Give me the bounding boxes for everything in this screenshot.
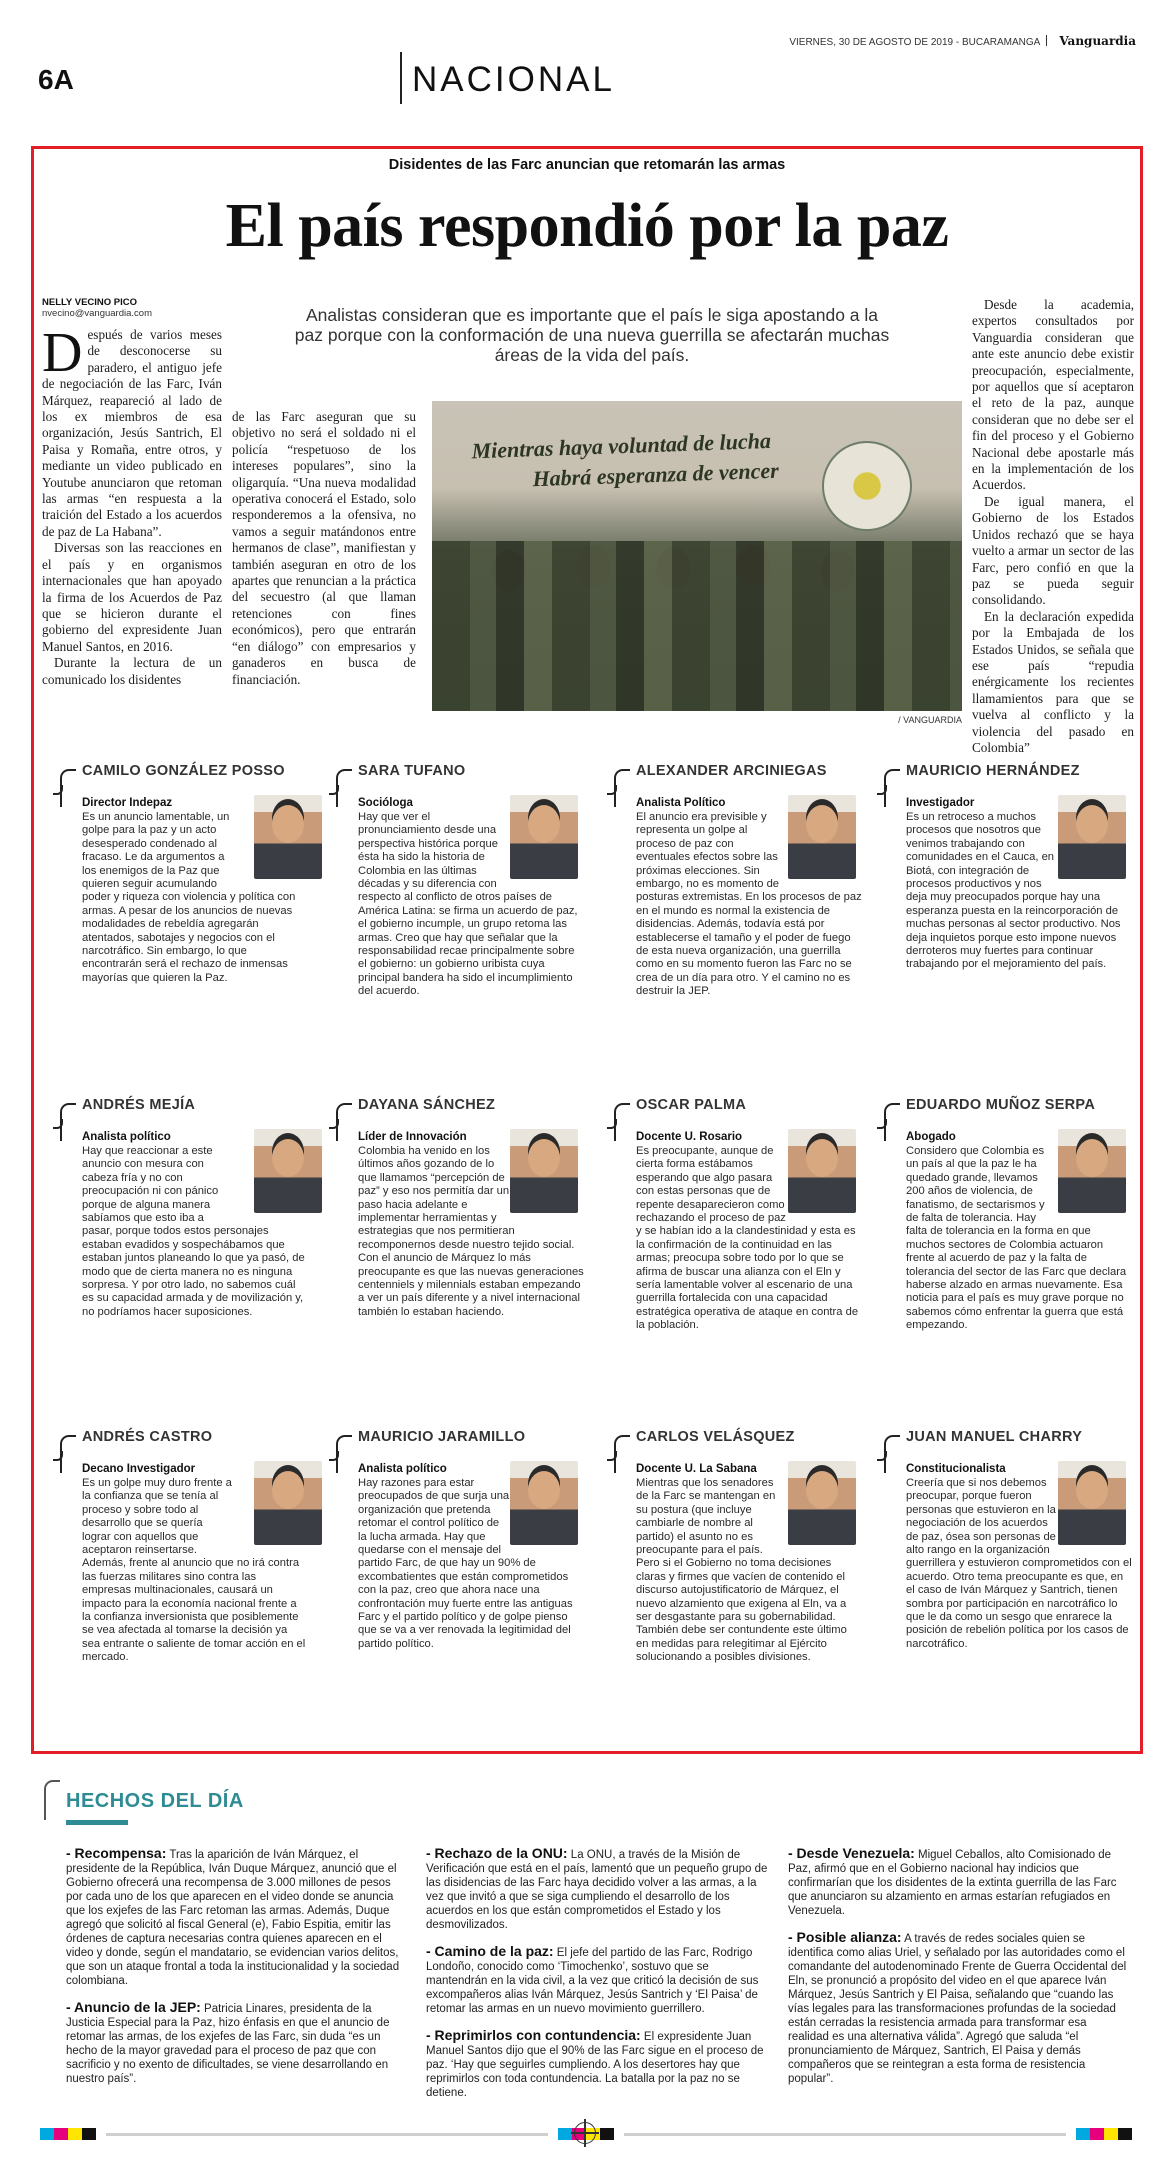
opinion-role: Docente U. La Sabana	[636, 1463, 757, 1475]
photo-spacer	[1058, 1145, 1132, 1219]
photo-spacer	[234, 811, 308, 885]
photo-spacer	[1058, 811, 1132, 885]
article-deck: Analistas consideran que es importante que el país le siga apostando a la paz porque con la conformación de una nueva guerrilla se afectarán muchas áreas de la vida del país.	[294, 305, 890, 365]
opinion-text: Colombia ha venido en los últimos años gozando de lo que llamamos “percepción de paz” y eso nos permitía dar un paso hacia adelante e implementar herramientas y estrategias que nos permitieran recomponernos desde nuestro tejido social. Con el anuncio de Márquez lo más preocupante es que las nuevas generaciones centenniels y milennials estaban empezando a ver un país diferente y a nivel internacional también lo estaban haciendo.	[358, 1145, 584, 1318]
opinion-text: Hay que reaccionar a este anuncio con mesura con cabeza fría y no con preocupación ni con pánico porque de alguna manera sabíamos que esto iba a pasar, porque todos estos personajes estaban evadidos y sospechábamos que estaban juntos planeando lo que ya pasó, de modo que de cierta manera no es ninguna sorpresa. Y por otro lado, no sabemos cuál es su capacidad armada y de movilización y, no podríamos hacer suposiciones.	[82, 1145, 308, 1319]
opinion-name: SARA TUFANO	[358, 763, 466, 779]
photo-spacer	[510, 811, 584, 885]
photo-spacer	[788, 1145, 862, 1219]
opinion-text: El anuncio era previsible y representa un golpe al proceso de paz con eventuales efectos sobre las próximas elecciones. Sin embargo, no es momento de posturas extremistas. En los procesos de paz en el mundo es normal la existencia de disidencias. Además, todavía está por establecerse el tamaño y el poder de fuego de esta nueva organización, una guerrilla como en su momento fueron las Farc no se crea de un día para otro. Y el camino no es destruir la JEP.	[636, 811, 862, 998]
hechos-item	[788, 1846, 1128, 1918]
section-title: NACIONAL	[412, 60, 615, 99]
photo-spacer	[788, 1477, 862, 1551]
masthead-line	[32, 34, 1136, 48]
color-swatch	[40, 2128, 54, 2140]
article-paragraph: Desde la academia, expertos consultados por Vanguardia consideran que ante este anuncio debe existir preocupación, especialmente, por aquellos que sí aceptaron el reto de la paz, aunque consideran que no debe ser el fin del proceso y el Gobierno Nacional debe apostarle más en la implementación de los Acuerdos.	[972, 297, 1134, 493]
hechos-label: - Rechazo de la ONU:	[426, 1845, 568, 1861]
color-swatch	[82, 2128, 96, 2140]
hechos-text: Tras la aparición de Iván Márquez, el presidente de la República, Iván Duque Márquez, anunció que el Gobierno ofrecerá una recompensa de 3.000 millones de pesos por cada uno de los que aparecen en el video donde se anuncia que los exjefes de las Farc retoman las armas. Además, Duque agregó que solicitó al fiscal General (e), Fabio Espitia, emitir las órdenes de captura necesarias contra quienes aparecen en el video y donde, según el mandatario, se evidencian varios delitos, que son un ataque frontal a toda la institucionalidad y la sociedad colombiana.	[66, 1849, 400, 1987]
opinion-text: Es un anuncio lamentable, un golpe para la paz y un acto desesperado condenado al fracaso. Le da argumentos a los enemigos de la Paz que quieren seguir acumulando poder y riqueza con violencia y política con armas. A pesar de los anuncios de nuevas modalidades de rebeldía agregarán atentados, sabotajes y negocios con el narcotráfico. Sin embargo, lo que encontrarán será el rechazo de inmensas mayorías que quieren la Paz.	[82, 811, 308, 985]
hechos-column-2	[426, 1846, 768, 2112]
color-swatch	[1076, 2128, 1090, 2140]
opinion-name: ANDRÉS MEJÍA	[82, 1097, 196, 1113]
hechos-text: Miguel Ceballos, alto Comisionado de Paz, afirmó que en el Gobierno nacional hay indicios que confirmarían que los disidentes de la extinta guerrilla de las Farc que anunciaron su alzamiento en armas estarían refugiados en Venezuela.	[788, 1849, 1117, 1917]
photo-spacer	[510, 1145, 584, 1219]
opinion-name: ANDRÉS CASTRO	[82, 1429, 213, 1445]
hechos-item	[426, 2028, 768, 2100]
article-frame	[31, 146, 1143, 1754]
opinion-name: OSCAR PALMA	[636, 1097, 747, 1113]
color-swatch	[54, 2128, 68, 2140]
registration-line	[624, 2133, 1066, 2136]
brace-icon	[60, 1103, 76, 1141]
hechos-label: - Desde Venezuela:	[788, 1845, 915, 1861]
photo-spacer	[234, 1477, 308, 1551]
hechos-item	[66, 1846, 404, 1988]
opinion-name: DAYANA SÁNCHEZ	[358, 1097, 496, 1113]
hechos-title: HECHOS DEL DÍA	[66, 1790, 244, 1812]
opinion-name: ALEXANDER ARCINIEGAS	[636, 763, 827, 779]
article-column-2	[232, 409, 416, 688]
photo-credit: / VANGUARDIA	[898, 715, 962, 725]
masthead-divider	[1046, 35, 1047, 46]
opinion-name: CAMILO GONZÁLEZ POSSO	[82, 763, 285, 779]
date-line: VIERNES, 30 DE AGOSTO DE 2019 - BUCARAMANGA	[789, 37, 1041, 48]
color-swatch	[1090, 2128, 1104, 2140]
hechos-item	[788, 1930, 1128, 2086]
hechos-text: El jefe del partido de las Farc, Rodrigo Londoño, conocido como ‘Timochenko’, sostuvo que se mantendrán en la vida civil, a la vez que criticó la decisión de sus excompañeros alias Iván Márquez, Jesús Santrich y ‘El Paisa’ de retomar las armas en un nuevo movimiento guerrillero.	[426, 1947, 759, 2015]
article-paragraph: de las Farc aseguran que su objetivo no será el soldado ni el policía “respetuoso de los intereses populares”, sino la oligarquía. “Una nueva modalidad operativa conocerá el Estado, solo responderemos a la ofensiva, no vamos a seguir matándonos entre hermanos de clase”, manifiestan y también aseguran en otro de los apartes que renuncian a la práctica del secuestro (al que llaman retenciones con fines económicos), pero que entrarán “en diálogo” con empresarios y ganaderos en busca de financiación.	[232, 409, 416, 687]
author-name: NELLY VECINO PICO	[42, 297, 138, 308]
opinion-text: Mientras que los senadores de la Farc se mantengan en su postura (que incluye cambiarle de nombre al partido) el asunto no es preocupante para el país. Pero si el Gobierno no toma decisiones claras y firmes que vacíen de contenido el discurso autojustificatorio de Márquez, el nuevo alzamiento que exigena al Eln, va a ser desgastante para su gobernabilidad. También debe ser contundente este último en medidas para relegitimar al Ejército solucionando a posibles divisiones.	[636, 1477, 862, 1665]
article-paragraph: Durante la lectura de un comunicado los disidentes	[42, 655, 222, 687]
color-swatch	[1118, 2128, 1132, 2140]
hechos-column-1	[66, 1846, 404, 2098]
opinion-name: EDUARDO MUÑOZ SERPA	[906, 1097, 1096, 1113]
brace-icon	[336, 769, 352, 807]
opinion-text: Es un retroceso a muchos procesos que nosotros que venimos trabajando con comunidades en el Cauca, en Biotá, con integración de procesos productivos y nos deja muy preocupados porque hay una esperanza puesta en la reincorporación de muchas personas al sector productivo. Nos deja inquietos porque esto impone nuevos derroteros muy fuertes para continuar trabajando por el mejoramiento del país.	[906, 811, 1132, 972]
opinion-role: Analista Político	[636, 797, 726, 809]
opinion-role: Director Indepaz	[82, 797, 173, 809]
opinion-name: CARLOS VELÁSQUEZ	[636, 1429, 795, 1445]
brace-icon	[336, 1435, 352, 1473]
opinion-text: Hay que ver el pronunciamiento desde una perspectiva histórica porque ésta ha sido la historia de Colombia en las últimas décadas y su diferencia con respecto al conflicto de otros países de América Latina: se firma un acuerdo de paz, el gobierno incumple, un grupo retoma las armas. Creo que hay que señalar que la responsabilidad recae principalmente sobre el gobierno: un gobierno uribista cuya principal bandera ha sido el incumplimiento del acuerdo.	[358, 811, 584, 999]
section-divider	[400, 52, 402, 104]
hechos-label: - Posible alianza:	[788, 1929, 902, 1945]
group-of-people	[432, 541, 962, 711]
color-swatch	[600, 2128, 614, 2140]
newspaper-brand: Vanguardia	[1059, 34, 1136, 48]
hechos-text: El expresidente Juan Manuel Santos dijo que el 90% de las Farc sigue en el proceso de paz. ‘Hay que seguirles cumpliendo. A los desertores hay que reprimirlos con toda contundencia. La batalla por la paz no se detiene.	[426, 2031, 764, 2099]
opinion-role: Analista político	[82, 1131, 171, 1143]
article-kicker: Disidentes de las Farc anuncian que retomarán las armas	[388, 157, 786, 173]
hechos-text: Patricia Linares, presidenta de la Justicia Especial para la Paz, hizo énfasis en que el anuncio de retomar las armas, de los exjefes de las Farc, sin duda “es un hecho de la mayor gravedad para el proceso de paz que con sacrificio y no exento de dificultades, se viene desarrollando en nuestro país”.	[66, 2003, 390, 2085]
article-paragraph: De igual manera, el Gobierno de los Estados Unidos rechazó que se haya vuelto a armar un sector de las Farc, pero confió en que la paz se pueda seguir consolidando.	[972, 493, 1134, 608]
opinion-text: Hay razones para estar preocupados de que surja una organización que pretenda retomar el control político de la lucha armada. Hay que quedarse con el mensaje del partido Farc, de que hay un 90% de excombatientes que están comprometidos con la paz, creo que ahora nace una confrontación muy fuerte entre las antiguas Farc y el partido político y de golpe pienso que se va a ver renovada la legitimidad del partido político.	[358, 1477, 584, 1651]
hechos-label: - Reprimirlos con contundencia:	[426, 2027, 641, 2043]
emblem-icon	[822, 441, 912, 531]
brace-icon	[884, 1103, 900, 1141]
color-swatch	[1104, 2128, 1118, 2140]
photo-spacer	[1058, 1477, 1132, 1551]
opinion-text: Es preocupante, aunque de cierta forma estábamos esperando que algo pasara con estas personas que de repente desaparecieron como rechazando el proceso de paz y se habían ido a la clandestinidad y esta es la confirmación de la continuidad en las armas; preocupa sobre todo por lo que se afirma de buscar una alianza con el Eln y sería lamentable volver al escenario de una guerrilla fortalecida con una capacidad estratégica operativa de ataque en contra de la población.	[636, 1145, 862, 1333]
opinion-text: Considero que Colombia es un país al que la paz le ha quedado grande, llevamos 200 años de violencia, de fanatismo, de sectarismos y de falta de tolerancia. Hay falta de tolerancia en la forma en que muchos sectores de Colombia actuaron frente al acuerdo de paz y la falta de tolerancia del sector de las Farc que declara haberse alzado en armas nuevamente. Esa noticia para el país es muy grave porque no sabemos cómo enfrentar la guerra que está empezando.	[906, 1145, 1132, 1333]
photo-spacer	[234, 1145, 308, 1219]
opinion-role: Docente U. Rosario	[636, 1131, 743, 1143]
brace-icon	[614, 769, 630, 807]
article-column-4	[972, 297, 1134, 756]
hechos-label: - Camino de la paz:	[426, 1943, 554, 1959]
brace-icon	[336, 1103, 352, 1141]
article-headline: El país respondió por la paz	[225, 192, 949, 260]
crosshair-registration-icon	[574, 2122, 596, 2144]
hechos-column-3	[788, 1846, 1128, 2098]
color-swatch	[68, 2128, 82, 2140]
byline	[42, 297, 222, 319]
opinion-text: Es un golpe muy duro frente a la confianza que se tenía al proceso y sobre todo al desarrollo que se quería lograr con aquellos que aceptaron reinsertarse. Además, frente al anuncio que no irá contra las fuerzas militares sino contra las empresas multinacionales, causará un impacto para la economía nacional frente a la confianza inversionista que posiblemente se vea afectada al tomarse la decisión ya sea entrante o saliente de tomar acción en el mercado.	[82, 1477, 308, 1665]
opinion-role: Socióloga	[358, 797, 413, 809]
page-number: 6A	[38, 64, 74, 95]
article-column-1	[42, 322, 222, 688]
brace-icon	[60, 1435, 76, 1473]
photo-spacer	[510, 1477, 584, 1551]
hechos-label: - Recompensa:	[66, 1845, 167, 1861]
lead-photo	[432, 401, 962, 711]
drop-cap: D	[42, 322, 83, 384]
hechos-item	[66, 2000, 404, 2086]
article-paragraph: Después de varios meses de desconocerse su paradero, el antiguo jefe de negociación de las Farc, Iván Márquez, reapareció al lado de los ex miembros de esa organización, Jesús Santrich, El Paisa y Romaña, entre otros, y mediante un video publicado en Youtube anunciaron que retoman las armas “en respuesta a la traición del Estado a los acuerdos de paz de La Habana”.	[42, 322, 222, 539]
brace-icon	[884, 1435, 900, 1473]
opinion-text: Creería que si nos debemos preocupar, porque fueron personas que estuvieron en la negociación de los acuerdos de paz, ósea son personas de alto rango en la organización guerrillera y estuvieron comprometidos con el acuerdo. Otro tema preocupante es que, en el caso de Iván Márquez y Santrich, tienen sombra por participación en narcotráfico lo que le da como un sesgo que enrarece la posición de rebelión política por los casos de narcotráfico.	[906, 1477, 1132, 1650]
color-swatch	[558, 2128, 572, 2140]
hechos-accent-bar	[66, 1820, 128, 1825]
photo-spacer	[788, 811, 862, 885]
opinion-role: Constitucionalista	[906, 1463, 1006, 1475]
brace-icon	[60, 769, 76, 807]
hechos-label: - Anuncio de la JEP:	[66, 1999, 201, 2015]
opinion-name: MAURICIO JARAMILLO	[358, 1429, 526, 1445]
opinion-role: Líder de Innovación	[358, 1131, 467, 1143]
opinion-role: Investigador	[906, 797, 975, 809]
opinion-role: Analista político	[358, 1463, 447, 1475]
photo-banner: Mientras haya voluntad de lucha Habrá esperanza de vencer	[471, 427, 780, 492]
opinion-role: Decano Investigador	[82, 1463, 196, 1475]
hechos-item	[426, 1846, 768, 1932]
registration-line	[106, 2133, 548, 2136]
article-paragraph: Diversas son las reacciones en el país y en organismos internacionales que han apoyado la firma de los Acuerdos de Paz que se hicieron durante el gobierno del expresidente Juan Manuel Santos, en 2016.	[42, 540, 222, 654]
opinion-name: MAURICIO HERNÁNDEZ	[906, 763, 1080, 779]
article-paragraph: En la declaración expedida por la Embajada de los Estados Unidos, se señala que ese país “repudia enérgicamente los recientes llamamientos para que se vuelva al conflicto y la violencia del pasado en Colombia”	[972, 608, 1134, 755]
brace-icon	[614, 1103, 630, 1141]
author-email[interactable]: nvecino@vanguardia.com	[42, 308, 152, 319]
brace-icon	[614, 1435, 630, 1473]
opinion-name: JUAN MANUEL CHARRY	[906, 1429, 1083, 1445]
hechos-text: A través de redes sociales quien se identifica como alias Uriel, y señalado por las autoridades como el comandante del autodenominado Frente de Guerra Occidental del Eln, se pronunció a propósito del video en el que aparece Iván Márquez, Jesús Santrich y El Paisa, señalando que “cuando las vías legales para las transformaciones profundas de la sociedad están cerradas la resistencia armada para transformar esa realidad es una alternativa válida”. Agregó que saluda “el pronunciamiento de Márquez, Santrich, El Paisa y demás compañeros que se reintegran a esta forma de resistencia popular”.	[788, 1933, 1127, 2085]
brace-icon	[884, 769, 900, 807]
hechos-item	[426, 1944, 768, 2016]
hechos-text: La ONU, a través de la Misión de Verificación que está en el país, lamentó que un pequeño grupo de las disidencias de las Farc haya decidido volver a las armas, a la vez que invitó a que se siga cumpliendo el desarrollo de los acuerdos en los que están comprometidos el Estado y los desmovilizados.	[426, 1849, 768, 1931]
brace-icon	[44, 1780, 60, 1820]
opinion-role: Abogado	[906, 1131, 956, 1143]
